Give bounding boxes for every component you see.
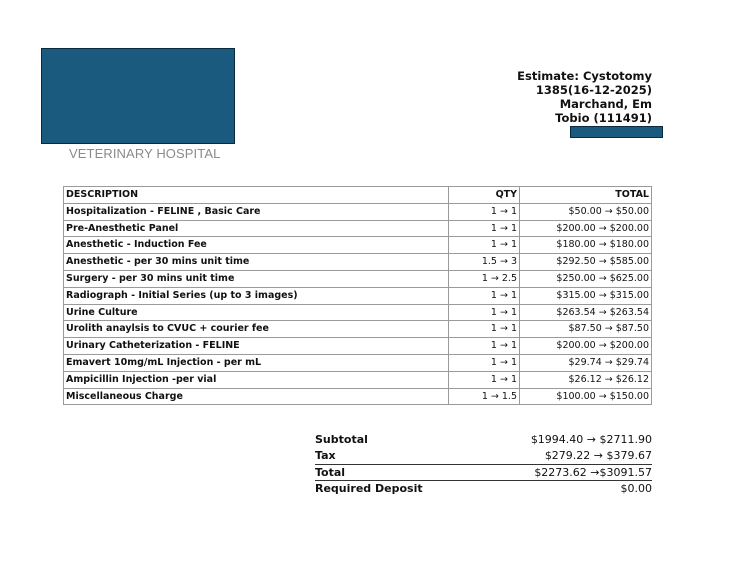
item-total: $100.00 → $150.00 [520,388,652,405]
item-qty: 1 → 1 [449,287,520,304]
item-qty: 1 → 1.5 [449,388,520,405]
item-qty: 1 → 1 [449,371,520,388]
subtotal-value: $1994.40 → $2711.90 [530,433,652,446]
total-value: $2273.62 →$3091.57 [534,466,652,479]
item-description: Miscellaneous Charge [64,388,449,405]
item-description: Hospitalization - FELINE , Basic Care [64,203,449,220]
deposit-value: $0.00 [620,482,652,495]
item-description: Surgery - per 30 mins unit time [64,270,449,287]
table-row [64,220,652,237]
item-total: $29.74 → $29.74 [520,354,652,371]
item-total: $87.50 → $87.50 [520,321,652,338]
item-total: $250.00 → $625.00 [520,270,652,287]
item-total: $200.00 → $200.00 [520,220,652,237]
item-total: $180.00 → $180.00 [520,237,652,254]
item-total: $292.50 → $585.00 [520,254,652,271]
item-qty: 1 → 1 [449,220,520,237]
table-row [64,371,652,388]
column-header-qty: QTY [449,187,520,204]
table-header-row [64,187,652,204]
column-header-description: DESCRIPTION [64,187,449,204]
subtotal-row [315,432,652,448]
table-row [64,270,652,287]
item-qty: 1.5 → 3 [449,254,520,271]
client-name: Marchand, Em [559,97,652,111]
item-total: $315.00 → $315.00 [520,287,652,304]
table-row [64,388,652,405]
header-redaction [570,126,663,138]
table-row [64,354,652,371]
tax-row [315,448,652,464]
deposit-row [315,481,652,497]
estimate-header [517,69,652,125]
item-description: Urinary Catheterization - FELINE [64,338,449,355]
item-total: $263.54 → $263.54 [520,304,652,321]
item-qty: 1 → 1 [449,321,520,338]
item-qty: 1 → 1 [449,354,520,371]
item-total: $200.00 → $200.00 [520,338,652,355]
item-description: Ampicillin Injection -per vial [64,371,449,388]
item-total: $26.12 → $26.12 [520,371,652,388]
item-description: Anesthetic - per 30 mins unit time [64,254,449,271]
item-description: Anesthetic - Induction Fee [64,237,449,254]
item-description: Emavert 10mg/mL Injection - per mL [64,354,449,371]
table-row [64,304,652,321]
table-row [64,203,652,220]
table-row [64,287,652,304]
totals-block [315,432,652,497]
table-row [64,338,652,355]
item-description: Urine Culture [64,304,449,321]
column-header-total: TOTAL [520,187,652,204]
hospital-subtitle: VETERINARY HOSPITAL [69,146,221,161]
tax-label: Tax [315,449,336,462]
tax-value: $279.22 → $379.67 [544,449,652,462]
total-row [315,464,652,481]
item-description: Radiograph - Initial Series (up to 3 images) [64,287,449,304]
item-qty: 1 → 1 [449,203,520,220]
item-description: Pre-Anesthetic Panel [64,220,449,237]
deposit-label: Required Deposit [315,482,423,495]
table-row [64,237,652,254]
item-qty: 1 → 2.5 [449,270,520,287]
logo-redaction [41,48,235,144]
table-row [64,321,652,338]
total-label: Total [315,466,346,479]
item-description: Urolith anaylsis to CVUC + courier fee [64,321,449,338]
table-row [64,254,652,271]
item-total: $50.00 → $50.00 [520,203,652,220]
estimate-table [63,186,652,405]
patient-name: Tobio (111491) [555,111,652,125]
subtotal-label: Subtotal [315,433,368,446]
item-qty: 1 → 1 [449,338,520,355]
estimate-title: Estimate: Cystotomy [517,69,652,83]
item-qty: 1 → 1 [449,304,520,321]
estimate-id-date: 1385(16-12-2025) [535,83,652,97]
item-qty: 1 → 1 [449,237,520,254]
